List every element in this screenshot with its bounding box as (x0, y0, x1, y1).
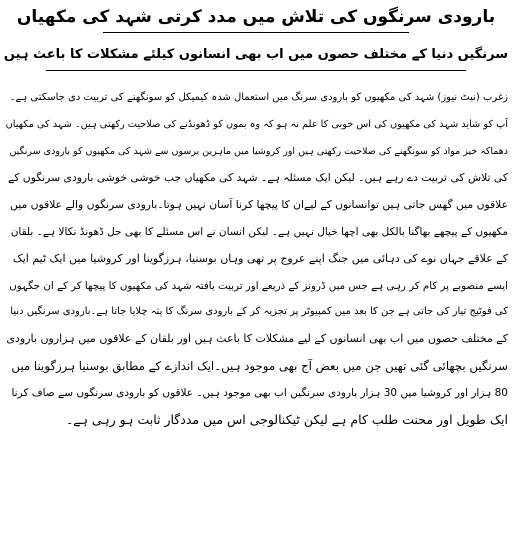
subheadline-underline (46, 70, 466, 71)
body-line: ایسے منصوبے پر کام کر رہی ہے جس میں ڈرونز کے ذریعے اور تربیت یافتہ شہد کی مکھیوں کا پیچھا کر کے ان جگہوں (9, 279, 508, 292)
headline: بارودی سرنگوں کی تلاش میں مدد کرتی شہد کی مکھیاں (16, 7, 496, 27)
body-line: علاقوں میں گھس جاتی ہیں توانسانوں کے لیےان کا پیچھا کرنا آسان نہیں ہوتا۔بارودی سرنگوں والے علاقوں میں (10, 198, 508, 212)
body-line: زغرب (نیٹ نیوز) شہد کی مکھیوں کو بارودی سرنگ میں استعمال شدہ کیمیکل کو سونگھنے کی تربیت دی جاسکتی ہے۔ (9, 92, 508, 103)
article-body (4, 85, 508, 433)
body-line: کی فوٹیج تیار کی جاتی ہے جن کا بعد میں کمپیوٹر پر تجزیہ کر کے بارودی سرنگ کا پتہ چلایا جاتا ہے۔بارودی سرنگیں دنیا (10, 306, 508, 318)
subheadline: سرنگیں دنیا کے مختلف حصوں میں اب بھی انسانوں کیلئے مشکلات کا باعث ہیں (3, 47, 508, 62)
body-line: دھماکہ خیز مواد کو سونگھنے کی صلاحیت رکھتی ہیں اور کروشیا میں ماہرین برسوں سے شہد کی مکھیوں کو بارودی سرنگیں (9, 145, 508, 157)
body-line: 80 ہزار اور کروشیا میں 30 ہزار بارودی سرنگیں اب بھی موجود ہیں۔ علاقوں کو بارودی سرنگوں سے صاف کرنا (11, 386, 508, 399)
body-line: ایک طویل اور محنت طلب کام ہے لیکن ٹیکنالوجی اس میں مددگار ثابت ہو رہی ہے۔ (65, 411, 508, 427)
headline-underline (103, 32, 409, 33)
body-line: کی تلاش کی تربیت دے رہے ہیں۔ لیکن ایک مسئلہ ہے۔ شہد کی مکھیاں جب خوشی خوشی بارودی سرنگوں کے (7, 171, 508, 185)
body-line: سرنگیں بچھائی گئی تھیں جن میں بعض آج بھی موجود ہیں۔ایک اندازے کے مطابق بوسنیا ہرزگوینا میں (11, 358, 508, 373)
body-line: مکھیوں کے پیچھے بھاگنا بالکل بھی اچھا خیال نہیں ہے۔ لیکن انسان نے اس مسئلے کا بھی حل ڈھونڈ نکالا ہے۔ بلقان (10, 225, 508, 238)
body-line: کے مختلف حصوں میں اب بھی انسانوں کے لیے مشکلات کا باعث ہیں اور بلقان کے علاقوں میں ہزاروں بارودی (6, 332, 508, 346)
body-line: کے علاقے جہاں نوے کی دہائی میں جنگ اپنے عروج پر تھی وہاں بوسنیا، ہرزگوینا اور کروشیا میں ایک ٹیم ایک (12, 251, 508, 265)
body-line: آپ کو شاید شہد کی مکھیوں کی اس خوبی کا علم نہ ہو کہ وہ بموں کو ڈھونڈنے کی صلاحیت رکھتی ہیں۔ شہد کی مکھیاں (5, 118, 508, 130)
